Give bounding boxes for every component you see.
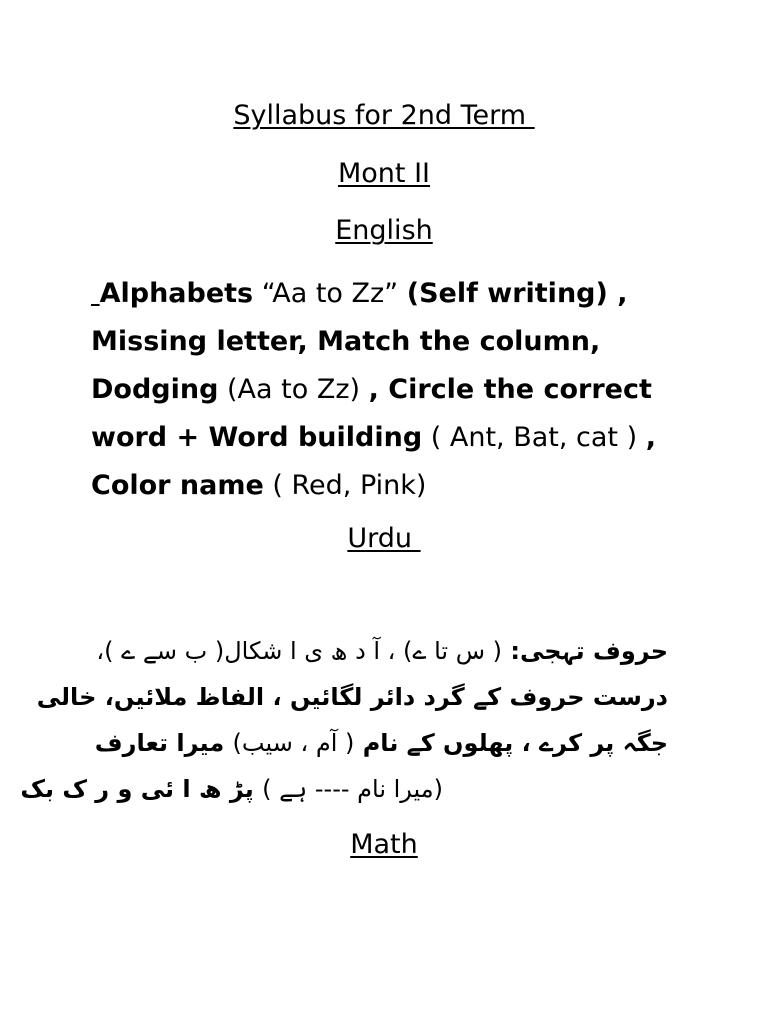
class-heading: Mont II: [337, 158, 431, 189]
urdu-fruit-names-label: جگہ پر کرے ، پھلوں کے نام: [354, 729, 668, 757]
urdu-my-name-example: (میرا نام ---- ہے ): [262, 775, 443, 803]
urdu-reading-workbook: پڑ ھ ا ئی و ر ک بک: [20, 775, 263, 803]
urdu-line-4: [0, 766, 443, 812]
urdu-syllabus-text: [0, 628, 668, 812]
urdu-heading: Urdu: [347, 523, 421, 554]
urdu-fruit-examples: ( آم ، سیب): [232, 729, 355, 757]
english-heading: English: [335, 215, 433, 246]
english-item-activities: (Self writing) , Missing letter, Match the column, Dodging: [91, 278, 628, 405]
page-title: Syllabus for 2nd Term: [233, 100, 535, 131]
english-note-dodging: (Aa to Zz): [218, 374, 369, 405]
math-heading: Math: [350, 829, 418, 860]
urdu-line-1: [0, 628, 668, 674]
english-syllabus-text: [91, 270, 691, 510]
urdu-line-3: [0, 720, 668, 766]
urdu-line-2: درست حروف کے گرد دائر لگائیں ، الفاظ ملائیں، خالی: [36, 683, 668, 711]
english-note-range: “Aa to Zz”: [253, 278, 407, 309]
english-item-word-building: , Circle the correct word + Word building: [91, 374, 652, 453]
urdu-alphabet-label: حروف تہجی:: [502, 637, 668, 665]
english-note-colors: ( Red, Pink): [263, 470, 427, 501]
english-item-color-name: , Color name: [91, 422, 656, 501]
lead-mark: [91, 278, 100, 309]
english-note-words: ( Ant, Bat, cat ): [422, 422, 646, 453]
urdu-alphabet-range: ( س تا ے) ، آ د ھ ی ا شکال( ب سے ے )،: [96, 637, 503, 665]
urdu-introduction-label: میرا تعارف: [94, 729, 233, 757]
english-item-alphabets: Alphabets: [99, 278, 254, 309]
